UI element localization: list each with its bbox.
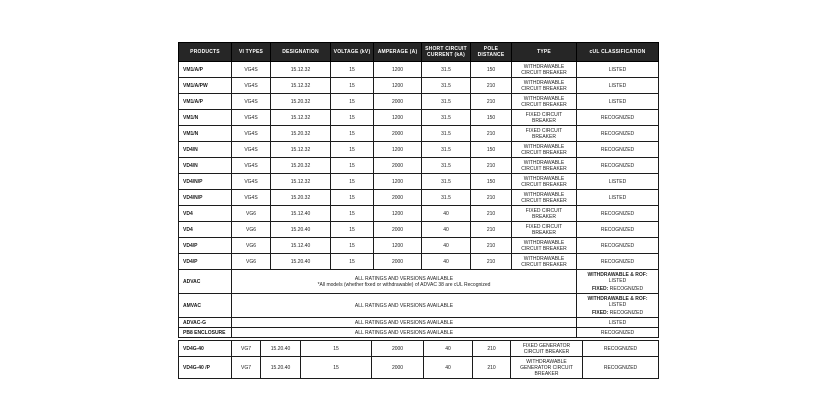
cul-cell: RECOGNIZED [583,357,659,379]
type-cell: WITHDRAWABLE CIRCUIT BREAKER [512,254,577,270]
amperage-cell: 2000 [372,357,424,379]
designation-cell: 15.12.32 [271,110,331,126]
header-cell-4: AMPERAGE (A) [374,43,422,62]
header-cell-7: TYPE [512,43,577,62]
voltage-cell: 15 [331,110,374,126]
type-cell: WITHDRAWABLE CIRCUIT BREAKER [512,142,577,158]
product-cell: ADVAC [179,270,232,294]
header-cell-5: SHORT CIRCUIT CURRENT (kA) [422,43,471,62]
voltage-cell: 15 [331,222,374,238]
cul-cell: LISTED [577,94,659,110]
pole-distance-cell: 210 [471,94,512,110]
table-row [179,190,659,206]
pole-distance-cell: 210 [473,357,511,379]
table-row [179,341,659,357]
short-circuit-cell: 40 [422,238,471,254]
pole-distance-cell: 210 [471,158,512,174]
vi-type-cell: VG7 [232,341,261,357]
designation-cell: 15.20.32 [271,190,331,206]
cul-cell: RECOGNIZED [577,254,659,270]
designation-cell: 15.20.32 [271,94,331,110]
type-cell: FIXED CIRCUIT BREAKER [512,110,577,126]
header-cell-3: VOLTAGE (kV) [331,43,374,62]
product-cell: VM1/A/P [179,94,232,110]
short-circuit-cell: 31.5 [422,158,471,174]
voltage-cell: 15 [331,206,374,222]
cul-classification-cell: RECOGNIZED [577,328,659,338]
amperage-cell: 2000 [374,94,422,110]
designation-cell: 15.20.40 [261,357,301,379]
cul-cell: RECOGNIZED [583,341,659,357]
table-row [179,294,659,318]
vi-type-cell: VG4S [232,190,271,206]
product-cell: VM1/A/P [179,62,232,78]
designation-cell: 15.12.32 [271,78,331,94]
pole-distance-cell: 210 [471,254,512,270]
table-header [179,43,659,62]
type-cell: FIXED CIRCUIT BREAKER [512,206,577,222]
amperage-cell: 2000 [372,341,424,357]
cul-cell: RECOGNIZED [577,206,659,222]
vi-type-cell: VG6 [232,238,271,254]
header-cell-8: cUL CLASSIFICATION [577,43,659,62]
amperage-cell: 1200 [374,62,422,78]
product-cell: VM1/N [179,126,232,142]
pole-distance-cell: 210 [471,238,512,254]
designation-cell: 15.20.40 [271,222,331,238]
designation-cell: 15.12.40 [271,206,331,222]
short-circuit-cell: 40 [422,206,471,222]
pole-distance-cell: 210 [473,341,511,357]
table-row [179,254,659,270]
table-row [179,270,659,294]
vi-type-cell: VG6 [232,254,271,270]
voltage-cell: 15 [331,126,374,142]
product-cell: PB8 ENCLOSURE [179,328,232,338]
voltage-cell: 15 [331,142,374,158]
pole-distance-cell: 210 [471,126,512,142]
table-row [179,62,659,78]
amperage-cell: 1200 [374,174,422,190]
vi-type-cell: VG4S [232,94,271,110]
all-ratings-cell: ALL RATINGS AND VERSIONS AVAILABLE [232,294,577,318]
pole-distance-cell: 210 [471,206,512,222]
all-ratings-cell: ALL RATINGS AND VERSIONS AVAILABLE [232,318,577,328]
table-row [179,94,659,110]
table-row [179,328,659,338]
cul-cell: RECOGNIZED [577,142,659,158]
product-cell: VD4/P [179,238,232,254]
product-cell: ADVAC-G [179,318,232,328]
vi-type-cell: VG4S [232,158,271,174]
type-cell: FIXED GENERATOR CIRCUIT BREAKER [511,341,583,357]
designation-cell: 15.20.40 [261,341,301,357]
type-cell: WITHDRAWABLE GENERATOR CIRCUIT BREAKER [511,357,583,379]
voltage-cell: 15 [331,62,374,78]
short-circuit-cell: 40 [424,341,473,357]
product-cell: VM1/N [179,110,232,126]
amperage-cell: 2000 [374,254,422,270]
type-cell: WITHDRAWABLE CIRCUIT BREAKER [512,78,577,94]
type-cell: WITHDRAWABLE CIRCUIT BREAKER [512,62,577,78]
table-body [179,62,659,338]
cul-cell: RECOGNIZED [577,222,659,238]
all-ratings-cell: ALL RATINGS AND VERSIONS AVAILABLE [232,328,577,338]
header-cell-2: DESIGNATION [271,43,331,62]
table-row [179,126,659,142]
cul-classification-cell [577,270,659,294]
table-row [179,142,659,158]
short-circuit-cell: 31.5 [422,78,471,94]
generator-ratings-table [178,340,659,379]
table-row [179,357,659,379]
pole-distance-cell: 210 [471,190,512,206]
short-circuit-cell: 40 [422,222,471,238]
product-cell: VD4G-40 [179,341,232,357]
amperage-cell: 1200 [374,206,422,222]
table-row [179,78,659,94]
short-circuit-cell: 31.5 [422,142,471,158]
type-cell: FIXED CIRCUIT BREAKER [512,126,577,142]
vi-type-cell: VG7 [232,357,261,379]
amperage-cell: 1200 [374,78,422,94]
voltage-cell: 15 [331,94,374,110]
product-cell: VD4/N [179,158,232,174]
type-cell: WITHDRAWABLE CIRCUIT BREAKER [512,238,577,254]
pole-distance-cell: 210 [471,222,512,238]
table-row [179,206,659,222]
table-row [179,110,659,126]
table-row [179,158,659,174]
type-cell: WITHDRAWABLE CIRCUIT BREAKER [512,190,577,206]
header-row [179,43,659,62]
vi-type-cell: VG4S [232,174,271,190]
designation-cell: 15.20.32 [271,126,331,142]
pole-distance-cell: 150 [471,62,512,78]
amperage-cell: 1200 [374,238,422,254]
designation-cell: 15.12.32 [271,142,331,158]
voltage-cell: 15 [331,158,374,174]
cul-cell: RECOGNIZED [577,110,659,126]
product-cell: VD4G-40 /P [179,357,232,379]
short-circuit-cell: 40 [422,254,471,270]
vi-type-cell: VG6 [232,222,271,238]
product-cell: VD4/N/P [179,190,232,206]
vi-type-cell: VG4S [232,110,271,126]
short-circuit-cell: 31.5 [422,174,471,190]
header-cell-0: PRODUCTS [179,43,232,62]
voltage-cell: 15 [301,341,372,357]
cul-cell: LISTED [577,190,659,206]
table-row [179,238,659,254]
table-row [179,318,659,328]
type-cell: FIXED CIRCUIT BREAKER [512,222,577,238]
short-circuit-cell: 40 [424,357,473,379]
voltage-cell: 15 [331,254,374,270]
amperage-cell: 1200 [374,142,422,158]
voltage-cell: 15 [331,174,374,190]
product-cell: VD4 [179,222,232,238]
table-row [179,222,659,238]
product-cell: VM1/A/PW [179,78,232,94]
pole-distance-cell: 150 [471,174,512,190]
pole-distance-cell: 150 [471,110,512,126]
type-cell: WITHDRAWABLE CIRCUIT BREAKER [512,94,577,110]
product-cell: VD4/N [179,142,232,158]
product-cell: VD4/N/P [179,174,232,190]
cul-classification-detail: WITHDRAWABLE & ROF: LISTED FIXED: RECOGNIZED [587,271,648,292]
vi-type-cell: VG6 [232,206,271,222]
pole-distance-cell: 150 [471,142,512,158]
product-cell: VD4 [179,206,232,222]
cul-cell: LISTED [577,62,659,78]
pole-distance-cell: 210 [471,78,512,94]
cul-cell: LISTED [577,78,659,94]
cul-cell: RECOGNIZED [577,158,659,174]
designation-cell: 15.20.40 [271,254,331,270]
header-cell-6: POLE DISTANCE [471,43,512,62]
short-circuit-cell: 31.5 [422,190,471,206]
voltage-cell: 15 [331,238,374,254]
designation-cell: 15.12.40 [271,238,331,254]
amperage-cell: 2000 [374,222,422,238]
cul-classification-cell [577,294,659,318]
voltage-cell: 15 [331,78,374,94]
table-row [179,174,659,190]
short-circuit-cell: 31.5 [422,94,471,110]
cul-cell: LISTED [577,174,659,190]
amperage-cell: 1200 [374,110,422,126]
header-cell-1: VI TYPES [232,43,271,62]
cul-cell: RECOGNIZED [577,126,659,142]
generator-table-body [179,341,659,379]
short-circuit-cell: 31.5 [422,126,471,142]
type-cell: WITHDRAWABLE CIRCUIT BREAKER [512,158,577,174]
vi-type-cell: VG4S [232,142,271,158]
product-cell: AMVAC [179,294,232,318]
amperage-cell: 2000 [374,158,422,174]
cul-cell: RECOGNIZED [577,238,659,254]
ratings-table-wrapper [178,42,658,379]
short-circuit-cell: 31.5 [422,110,471,126]
all-ratings-cell: ALL RATINGS AND VERSIONS AVAILABLE *All models (whether fixed or withdrawable) of ADVAC 38 are cUL Recognized [232,270,577,294]
vi-type-cell: VG4S [232,62,271,78]
voltage-cell: 15 [331,190,374,206]
designation-cell: 15.12.32 [271,62,331,78]
cul-classification-cell: LISTED [577,318,659,328]
cul-classification-detail: WITHDRAWABLE & ROF: LISTED FIXED: RECOGNIZED [587,295,648,316]
amperage-cell: 2000 [374,126,422,142]
vi-type-cell: VG4S [232,78,271,94]
vi-type-cell: VG4S [232,126,271,142]
designation-cell: 15.20.32 [271,158,331,174]
designation-cell: 15.12.32 [271,174,331,190]
voltage-cell: 15 [301,357,372,379]
type-cell: WITHDRAWABLE CIRCUIT BREAKER [512,174,577,190]
product-cell: VD4/P [179,254,232,270]
short-circuit-cell: 31.5 [422,62,471,78]
ratings-table [178,42,659,338]
amperage-cell: 2000 [374,190,422,206]
